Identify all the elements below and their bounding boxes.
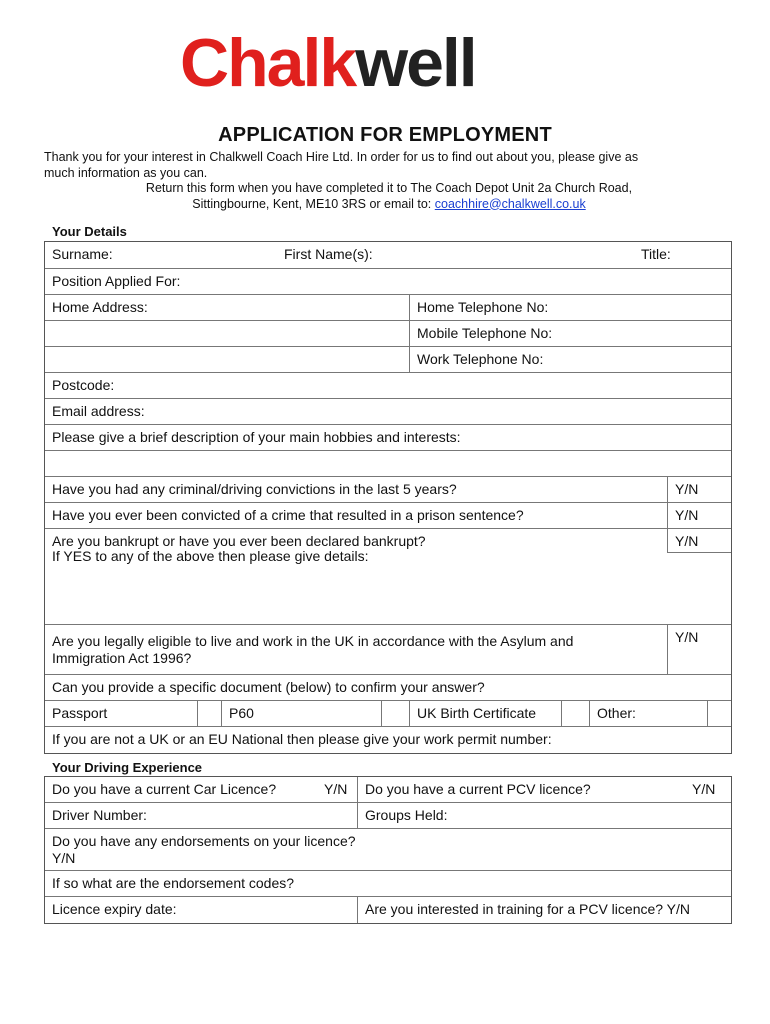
address-row-2 [45, 321, 731, 347]
eligibility-line-1: Are you legally eligible to live and work in the UK in accordance with the Asylum and [52, 633, 574, 649]
pcv-training-question[interactable]: Are you interested in training for a PCV licence? Y/N [357, 897, 731, 923]
driver-number-label: Driver Number: [52, 807, 147, 823]
intro-line-4 [44, 197, 734, 213]
other-option[interactable]: Other: [589, 701, 707, 726]
endorsements-label: Do you have any endorsements on your licence? [52, 833, 356, 849]
work-permit-label: If you are not a UK or an EU National then please give your work permit number: [52, 731, 552, 747]
name-row [45, 242, 731, 269]
convictions-row [45, 477, 731, 503]
mobile-tel-label: Mobile Telephone No: [417, 325, 553, 341]
home-address-line-2[interactable] [45, 321, 409, 346]
pcv-licence-question: Do you have a current PCV licence? [357, 777, 687, 802]
logo-well: well [355, 28, 476, 98]
convictions-question: Have you had any criminal/driving convictions in the last 5 years? [52, 481, 457, 497]
logo-chalk: Chalk [180, 28, 356, 98]
groups-held-label: Groups Held: [365, 807, 448, 823]
endorsements-row [45, 829, 731, 871]
work-tel-field[interactable] [409, 347, 731, 372]
first-names-label: First Name(s): [284, 246, 373, 262]
driver-number-field[interactable] [45, 803, 357, 828]
home-tel-label: Home Telephone No: [417, 299, 549, 315]
if-yes-label: If YES to any of the above then please give details: [52, 548, 369, 564]
bankrupt-question: Are you bankrupt or have you ever been declared bankrupt? [52, 533, 426, 549]
car-licence-yn[interactable]: Y/N [324, 781, 348, 797]
postcode-label: Postcode: [52, 377, 115, 393]
position-label: Position Applied For: [52, 273, 181, 289]
document-question: Can you provide a specific document (below) to confirm your answer? [52, 679, 485, 695]
document-row [45, 675, 731, 701]
endorsement-codes-row[interactable] [45, 871, 731, 897]
mobile-tel-field[interactable] [409, 321, 731, 346]
eligibility-yn[interactable]: Y/N [667, 625, 731, 674]
bankrupt-yn[interactable]: Y/N [667, 529, 731, 553]
document-options-row [45, 701, 731, 727]
driver-number-row [45, 803, 731, 829]
prison-yn[interactable]: Y/N [667, 503, 731, 528]
page-title: APPLICATION FOR EMPLOYMENT [218, 124, 552, 146]
eligibility-row [45, 625, 731, 675]
address-row-1 [45, 295, 731, 321]
intro-line-1: Thank you for your interest in Chalkwell Coach Hire Ltd. In order for us to find out about you, please give as [44, 150, 639, 164]
chalkwell-logo [180, 28, 575, 98]
endorsements-yn[interactable]: Y/N [52, 850, 76, 866]
groups-held-field[interactable] [357, 803, 731, 828]
home-tel-field[interactable] [409, 295, 731, 320]
expiry-row [45, 897, 731, 923]
if-yes-details[interactable] [45, 538, 731, 624]
hobbies-input[interactable] [45, 451, 731, 477]
address-text: Sittingbourne, Kent, ME10 3RS or email to: [192, 196, 432, 211]
position-row[interactable] [45, 269, 731, 295]
passport-option: Passport [52, 705, 108, 721]
prison-row [45, 503, 731, 529]
convictions-yn[interactable]: Y/N [667, 477, 731, 502]
work-tel-label: Work Telephone No: [417, 351, 544, 367]
surname-field[interactable] [45, 242, 275, 268]
p60-option: P60 [221, 701, 381, 726]
p60-checkbox[interactable] [381, 701, 409, 726]
endorsements-question [45, 829, 731, 870]
intro-line-3: Return this form when you have completed it to The Coach Depot Unit 2a Church Road, [145, 181, 633, 195]
email-label: Email address: [52, 403, 145, 419]
intro-text [44, 150, 734, 212]
eligibility-line-2: Immigration Act 1996? [52, 650, 192, 666]
svg-text:Chalkwell [180, 28, 476, 98]
pcv-licence-yn[interactable]: Y/N [692, 781, 716, 797]
driving-experience-heading: Your Driving Experience [52, 760, 203, 775]
other-checkbox[interactable] [707, 701, 731, 726]
your-details-form [44, 241, 732, 754]
hobbies-label: Please give a brief description of your main hobbies and interests: [52, 429, 461, 445]
expiry-label: Licence expiry date: [52, 901, 177, 917]
intro-line-2: much information as you can. [44, 165, 208, 180]
birth-cert-option: UK Birth Certificate [409, 701, 561, 726]
your-details-heading: Your Details [52, 224, 127, 239]
driving-experience-form [44, 776, 732, 924]
car-licence-question: Do you have a current Car Licence? [52, 781, 277, 797]
address-row-3 [45, 347, 731, 373]
birth-cert-checkbox[interactable] [561, 701, 589, 726]
prison-question: Have you ever been convicted of a crime that resulted in a prison sentence? [52, 507, 524, 523]
title-label: Title: [641, 246, 671, 262]
surname-label: Surname: [52, 246, 113, 262]
email-link[interactable]: coachhire@chalkwell.co.uk [434, 196, 586, 211]
eligibility-question [45, 625, 667, 674]
postcode-row[interactable] [45, 373, 731, 399]
passport-checkbox[interactable] [197, 701, 221, 726]
title-field[interactable] [634, 242, 731, 268]
first-names-field[interactable] [277, 242, 627, 268]
work-permit-row[interactable] [45, 727, 731, 753]
expiry-field[interactable] [45, 897, 357, 923]
bankrupt-row [45, 529, 731, 625]
email-row[interactable] [45, 399, 731, 425]
home-address-field[interactable] [45, 295, 409, 320]
hobbies-row [45, 425, 731, 451]
licence-row [45, 777, 731, 803]
endorsement-codes-label: If so what are the endorsement codes? [52, 875, 295, 891]
home-address-label: Home Address: [52, 299, 148, 315]
home-address-line-3[interactable] [45, 347, 409, 372]
